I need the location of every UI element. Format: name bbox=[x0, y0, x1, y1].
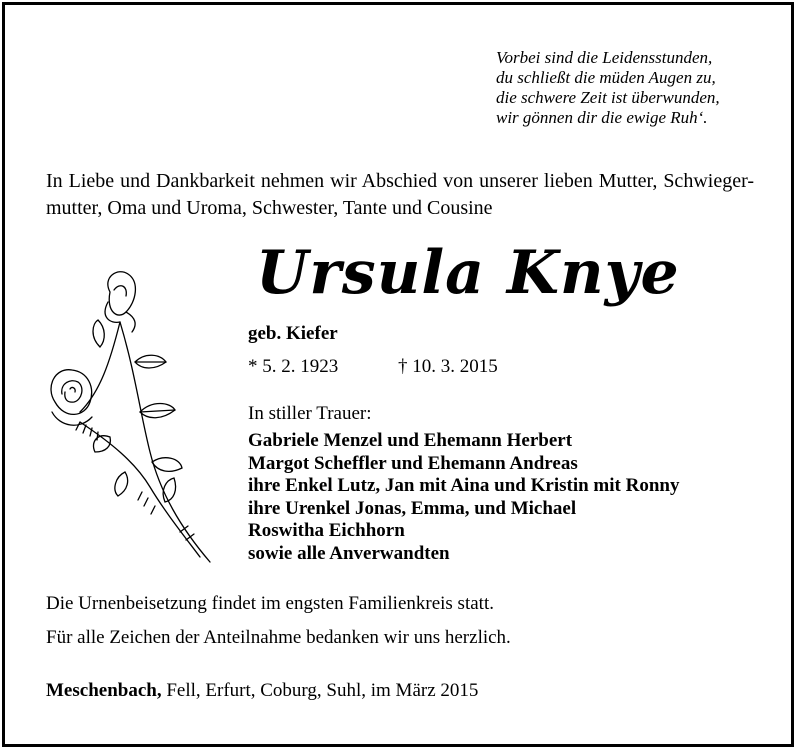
burial-notice: Die Urnenbeisetzung findet im engsten Familienkreis statt. bbox=[46, 593, 494, 614]
maiden-name: geb. Kiefer bbox=[248, 323, 338, 344]
mourner-line: sowie alle Anverwandten bbox=[248, 542, 450, 564]
mourner-line: ihre Enkel Lutz, Jan mit Aina und Kristin mit Ronny bbox=[248, 475, 680, 497]
mourner-line: Gabriele Menzel und Ehemann Herbert bbox=[248, 430, 573, 451]
poem bbox=[496, 48, 720, 128]
mourner-line: ihre Urenkel Jonas, Emma, und Michael bbox=[248, 497, 577, 519]
poem-line: wir gönnen dir die ewige Ruh‘. bbox=[496, 108, 708, 127]
death-date: † 10. 3. 2015 bbox=[398, 356, 498, 377]
mourner-line: Roswitha Eichhorn bbox=[248, 520, 405, 542]
deceased-name: Ursula Knye bbox=[256, 238, 680, 308]
place-rest: Fell, Erfurt, Coburg, Suhl, im März 2015 bbox=[161, 680, 479, 701]
poem-line: du schließt die müden Augen zu, bbox=[496, 68, 716, 87]
poem-line: die schwere Zeit ist überwunden, bbox=[496, 88, 720, 107]
birth-date: * 5. 2. 1923 bbox=[248, 356, 339, 377]
rose-illustration bbox=[40, 262, 220, 567]
poem-line: Vorbei sind die Leidensstunden, bbox=[496, 48, 713, 67]
mourner-line: Margot Scheffler und Ehemann Andreas bbox=[248, 452, 578, 474]
mourning-label: In stiller Trauer: bbox=[248, 403, 372, 424]
place-town: Meschenbach, bbox=[46, 680, 162, 701]
mourners-list bbox=[248, 430, 679, 566]
thanks-notice: Für alle Zeichen der Anteilnahme bedanken wir uns herzlich. bbox=[46, 627, 511, 648]
intro-text: In Liebe und Dankbarkeit nehmen wir Abschied von unserer lieben Mutter, Schwieger-mutter, Oma und Uroma, Schwester, Tante und Cousine bbox=[46, 170, 754, 219]
place-date-line bbox=[46, 680, 478, 702]
